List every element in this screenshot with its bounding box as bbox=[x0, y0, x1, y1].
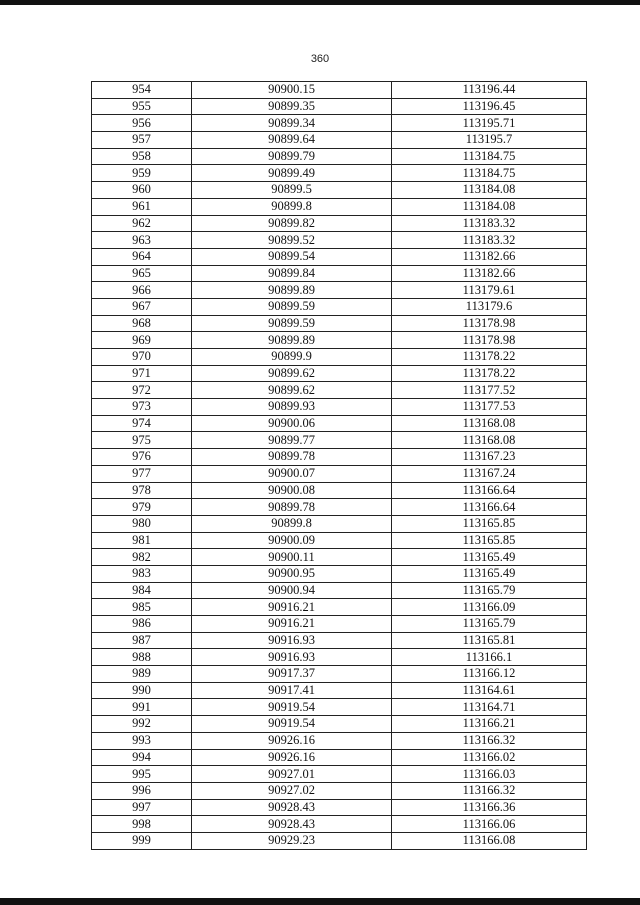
x-coordinate-cell: 90899.34 bbox=[192, 115, 392, 132]
point-number-cell: 984 bbox=[92, 582, 192, 599]
y-coordinate-cell: 113166.21 bbox=[392, 716, 587, 733]
table-row bbox=[92, 649, 587, 666]
table-row bbox=[92, 632, 587, 649]
point-number-cell: 977 bbox=[92, 465, 192, 482]
x-coordinate-cell: 90899.5 bbox=[192, 182, 392, 199]
y-coordinate-cell: 113166.02 bbox=[392, 749, 587, 766]
x-coordinate-cell: 90899.79 bbox=[192, 148, 392, 165]
point-number-cell: 981 bbox=[92, 532, 192, 549]
table-row bbox=[92, 565, 587, 582]
x-coordinate-cell: 90900.95 bbox=[192, 565, 392, 582]
x-coordinate-cell: 90900.07 bbox=[192, 465, 392, 482]
point-number-cell: 960 bbox=[92, 182, 192, 199]
point-number-cell: 958 bbox=[92, 148, 192, 165]
y-coordinate-cell: 113184.08 bbox=[392, 198, 587, 215]
point-number-cell: 995 bbox=[92, 766, 192, 783]
table-row bbox=[92, 699, 587, 716]
x-coordinate-cell: 90900.11 bbox=[192, 549, 392, 566]
point-number-cell: 967 bbox=[92, 298, 192, 315]
y-coordinate-cell: 113196.45 bbox=[392, 98, 587, 115]
y-coordinate-cell: 113166.64 bbox=[392, 499, 587, 516]
table-row bbox=[92, 298, 587, 315]
table-row bbox=[92, 666, 587, 683]
point-number-cell: 993 bbox=[92, 732, 192, 749]
y-coordinate-cell: 113166.64 bbox=[392, 482, 587, 499]
point-number-cell: 985 bbox=[92, 599, 192, 616]
table-row bbox=[92, 198, 587, 215]
y-coordinate-cell: 113165.85 bbox=[392, 532, 587, 549]
x-coordinate-cell: 90900.06 bbox=[192, 415, 392, 432]
x-coordinate-cell: 90900.15 bbox=[192, 82, 392, 99]
y-coordinate-cell: 113166.08 bbox=[392, 832, 587, 849]
point-number-cell: 961 bbox=[92, 198, 192, 215]
x-coordinate-cell: 90899.54 bbox=[192, 248, 392, 265]
table-row bbox=[92, 399, 587, 416]
y-coordinate-cell: 113166.36 bbox=[392, 799, 587, 816]
x-coordinate-cell: 90899.62 bbox=[192, 382, 392, 399]
y-coordinate-cell: 113165.85 bbox=[392, 515, 587, 532]
x-coordinate-cell: 90899.89 bbox=[192, 332, 392, 349]
y-coordinate-cell: 113165.79 bbox=[392, 582, 587, 599]
point-number-cell: 979 bbox=[92, 499, 192, 516]
point-number-cell: 991 bbox=[92, 699, 192, 716]
table-row bbox=[92, 248, 587, 265]
table-row bbox=[92, 349, 587, 366]
x-coordinate-cell: 90899.49 bbox=[192, 165, 392, 182]
y-coordinate-cell: 113168.08 bbox=[392, 415, 587, 432]
table-row bbox=[92, 549, 587, 566]
table-row bbox=[92, 148, 587, 165]
x-coordinate-cell: 90899.9 bbox=[192, 349, 392, 366]
point-number-cell: 980 bbox=[92, 515, 192, 532]
table-row bbox=[92, 315, 587, 332]
table-row bbox=[92, 282, 587, 299]
x-coordinate-cell: 90899.78 bbox=[192, 449, 392, 466]
x-coordinate-cell: 90916.93 bbox=[192, 632, 392, 649]
point-number-cell: 972 bbox=[92, 382, 192, 399]
table-row bbox=[92, 465, 587, 482]
y-coordinate-cell: 113178.98 bbox=[392, 315, 587, 332]
x-coordinate-cell: 90899.82 bbox=[192, 215, 392, 232]
y-coordinate-cell: 113168.08 bbox=[392, 432, 587, 449]
x-coordinate-cell: 90900.94 bbox=[192, 582, 392, 599]
y-coordinate-cell: 113184.75 bbox=[392, 165, 587, 182]
point-number-cell: 998 bbox=[92, 816, 192, 833]
x-coordinate-cell: 90899.8 bbox=[192, 198, 392, 215]
y-coordinate-cell: 113166.12 bbox=[392, 666, 587, 683]
scan-top-border bbox=[0, 0, 640, 5]
x-coordinate-cell: 90899.35 bbox=[192, 98, 392, 115]
table-row bbox=[92, 832, 587, 849]
x-coordinate-cell: 90899.59 bbox=[192, 315, 392, 332]
y-coordinate-cell: 113165.81 bbox=[392, 632, 587, 649]
table-row bbox=[92, 365, 587, 382]
point-number-cell: 957 bbox=[92, 132, 192, 149]
point-number-cell: 964 bbox=[92, 248, 192, 265]
x-coordinate-cell: 90916.93 bbox=[192, 649, 392, 666]
table-row bbox=[92, 482, 587, 499]
x-coordinate-cell: 90926.16 bbox=[192, 732, 392, 749]
x-coordinate-cell: 90926.16 bbox=[192, 749, 392, 766]
point-number-cell: 962 bbox=[92, 215, 192, 232]
y-coordinate-cell: 113164.71 bbox=[392, 699, 587, 716]
table-row bbox=[92, 182, 587, 199]
y-coordinate-cell: 113167.23 bbox=[392, 449, 587, 466]
y-coordinate-cell: 113184.08 bbox=[392, 182, 587, 199]
x-coordinate-cell: 90917.37 bbox=[192, 666, 392, 683]
y-coordinate-cell: 113179.6 bbox=[392, 298, 587, 315]
x-coordinate-cell: 90899.84 bbox=[192, 265, 392, 282]
table-row bbox=[92, 132, 587, 149]
x-coordinate-cell: 90927.02 bbox=[192, 782, 392, 799]
point-number-cell: 954 bbox=[92, 82, 192, 99]
x-coordinate-cell: 90919.54 bbox=[192, 716, 392, 733]
table-row bbox=[92, 98, 587, 115]
point-number-cell: 987 bbox=[92, 632, 192, 649]
point-number-cell: 992 bbox=[92, 716, 192, 733]
point-number-cell: 956 bbox=[92, 115, 192, 132]
table-row bbox=[92, 782, 587, 799]
table-row bbox=[92, 682, 587, 699]
point-number-cell: 959 bbox=[92, 165, 192, 182]
table-row bbox=[92, 432, 587, 449]
x-coordinate-cell: 90900.08 bbox=[192, 482, 392, 499]
x-coordinate-cell: 90899.52 bbox=[192, 232, 392, 249]
y-coordinate-cell: 113165.49 bbox=[392, 565, 587, 582]
scan-bottom-border bbox=[0, 898, 640, 905]
table-row bbox=[92, 515, 587, 532]
table-row bbox=[92, 115, 587, 132]
y-coordinate-cell: 113183.32 bbox=[392, 232, 587, 249]
point-number-cell: 994 bbox=[92, 749, 192, 766]
x-coordinate-cell: 90916.21 bbox=[192, 616, 392, 633]
table-row bbox=[92, 332, 587, 349]
x-coordinate-cell: 90899.59 bbox=[192, 298, 392, 315]
page-number: 360 bbox=[310, 53, 330, 65]
x-coordinate-cell: 90916.21 bbox=[192, 599, 392, 616]
y-coordinate-cell: 113195.7 bbox=[392, 132, 587, 149]
point-number-cell: 971 bbox=[92, 365, 192, 382]
y-coordinate-cell: 113166.03 bbox=[392, 766, 587, 783]
table-row bbox=[92, 582, 587, 599]
x-coordinate-cell: 90927.01 bbox=[192, 766, 392, 783]
table-row bbox=[92, 766, 587, 783]
coordinates-table-body bbox=[92, 82, 587, 850]
point-number-cell: 973 bbox=[92, 399, 192, 416]
y-coordinate-cell: 113166.1 bbox=[392, 649, 587, 666]
table-row bbox=[92, 716, 587, 733]
point-number-cell: 969 bbox=[92, 332, 192, 349]
y-coordinate-cell: 113166.32 bbox=[392, 782, 587, 799]
table-row bbox=[92, 415, 587, 432]
point-number-cell: 988 bbox=[92, 649, 192, 666]
point-number-cell: 997 bbox=[92, 799, 192, 816]
coordinates-table bbox=[91, 81, 587, 850]
table-row bbox=[92, 82, 587, 99]
y-coordinate-cell: 113178.22 bbox=[392, 349, 587, 366]
y-coordinate-cell: 113166.06 bbox=[392, 816, 587, 833]
table-row bbox=[92, 165, 587, 182]
x-coordinate-cell: 90899.77 bbox=[192, 432, 392, 449]
point-number-cell: 966 bbox=[92, 282, 192, 299]
point-number-cell: 989 bbox=[92, 666, 192, 683]
point-number-cell: 999 bbox=[92, 832, 192, 849]
point-number-cell: 978 bbox=[92, 482, 192, 499]
y-coordinate-cell: 113183.32 bbox=[392, 215, 587, 232]
y-coordinate-cell: 113167.24 bbox=[392, 465, 587, 482]
point-number-cell: 974 bbox=[92, 415, 192, 432]
table-row bbox=[92, 215, 587, 232]
table-row bbox=[92, 232, 587, 249]
table-row bbox=[92, 732, 587, 749]
y-coordinate-cell: 113177.53 bbox=[392, 399, 587, 416]
point-number-cell: 986 bbox=[92, 616, 192, 633]
x-coordinate-cell: 90899.8 bbox=[192, 515, 392, 532]
x-coordinate-cell: 90899.78 bbox=[192, 499, 392, 516]
y-coordinate-cell: 113164.61 bbox=[392, 682, 587, 699]
x-coordinate-cell: 90919.54 bbox=[192, 699, 392, 716]
y-coordinate-cell: 113166.09 bbox=[392, 599, 587, 616]
table-row bbox=[92, 599, 587, 616]
x-coordinate-cell: 90899.64 bbox=[192, 132, 392, 149]
point-number-cell: 963 bbox=[92, 232, 192, 249]
y-coordinate-cell: 113178.22 bbox=[392, 365, 587, 382]
x-coordinate-cell: 90929.23 bbox=[192, 832, 392, 849]
y-coordinate-cell: 113165.79 bbox=[392, 616, 587, 633]
y-coordinate-cell: 113165.49 bbox=[392, 549, 587, 566]
x-coordinate-cell: 90928.43 bbox=[192, 816, 392, 833]
x-coordinate-cell: 90899.89 bbox=[192, 282, 392, 299]
x-coordinate-cell: 90917.41 bbox=[192, 682, 392, 699]
point-number-cell: 968 bbox=[92, 315, 192, 332]
x-coordinate-cell: 90900.09 bbox=[192, 532, 392, 549]
point-number-cell: 976 bbox=[92, 449, 192, 466]
x-coordinate-cell: 90899.93 bbox=[192, 399, 392, 416]
point-number-cell: 975 bbox=[92, 432, 192, 449]
table-row bbox=[92, 749, 587, 766]
x-coordinate-cell: 90899.62 bbox=[192, 365, 392, 382]
point-number-cell: 990 bbox=[92, 682, 192, 699]
point-number-cell: 983 bbox=[92, 565, 192, 582]
y-coordinate-cell: 113166.32 bbox=[392, 732, 587, 749]
table-row bbox=[92, 499, 587, 516]
table-row bbox=[92, 616, 587, 633]
table-row bbox=[92, 382, 587, 399]
table-row bbox=[92, 265, 587, 282]
x-coordinate-cell: 90928.43 bbox=[192, 799, 392, 816]
table-row bbox=[92, 532, 587, 549]
table-row bbox=[92, 449, 587, 466]
point-number-cell: 955 bbox=[92, 98, 192, 115]
y-coordinate-cell: 113178.98 bbox=[392, 332, 587, 349]
point-number-cell: 965 bbox=[92, 265, 192, 282]
y-coordinate-cell: 113182.66 bbox=[392, 265, 587, 282]
table-row bbox=[92, 799, 587, 816]
point-number-cell: 970 bbox=[92, 349, 192, 366]
y-coordinate-cell: 113196.44 bbox=[392, 82, 587, 99]
y-coordinate-cell: 113177.52 bbox=[392, 382, 587, 399]
table-row bbox=[92, 816, 587, 833]
y-coordinate-cell: 113179.61 bbox=[392, 282, 587, 299]
y-coordinate-cell: 113182.66 bbox=[392, 248, 587, 265]
y-coordinate-cell: 113184.75 bbox=[392, 148, 587, 165]
point-number-cell: 996 bbox=[92, 782, 192, 799]
y-coordinate-cell: 113195.71 bbox=[392, 115, 587, 132]
point-number-cell: 982 bbox=[92, 549, 192, 566]
